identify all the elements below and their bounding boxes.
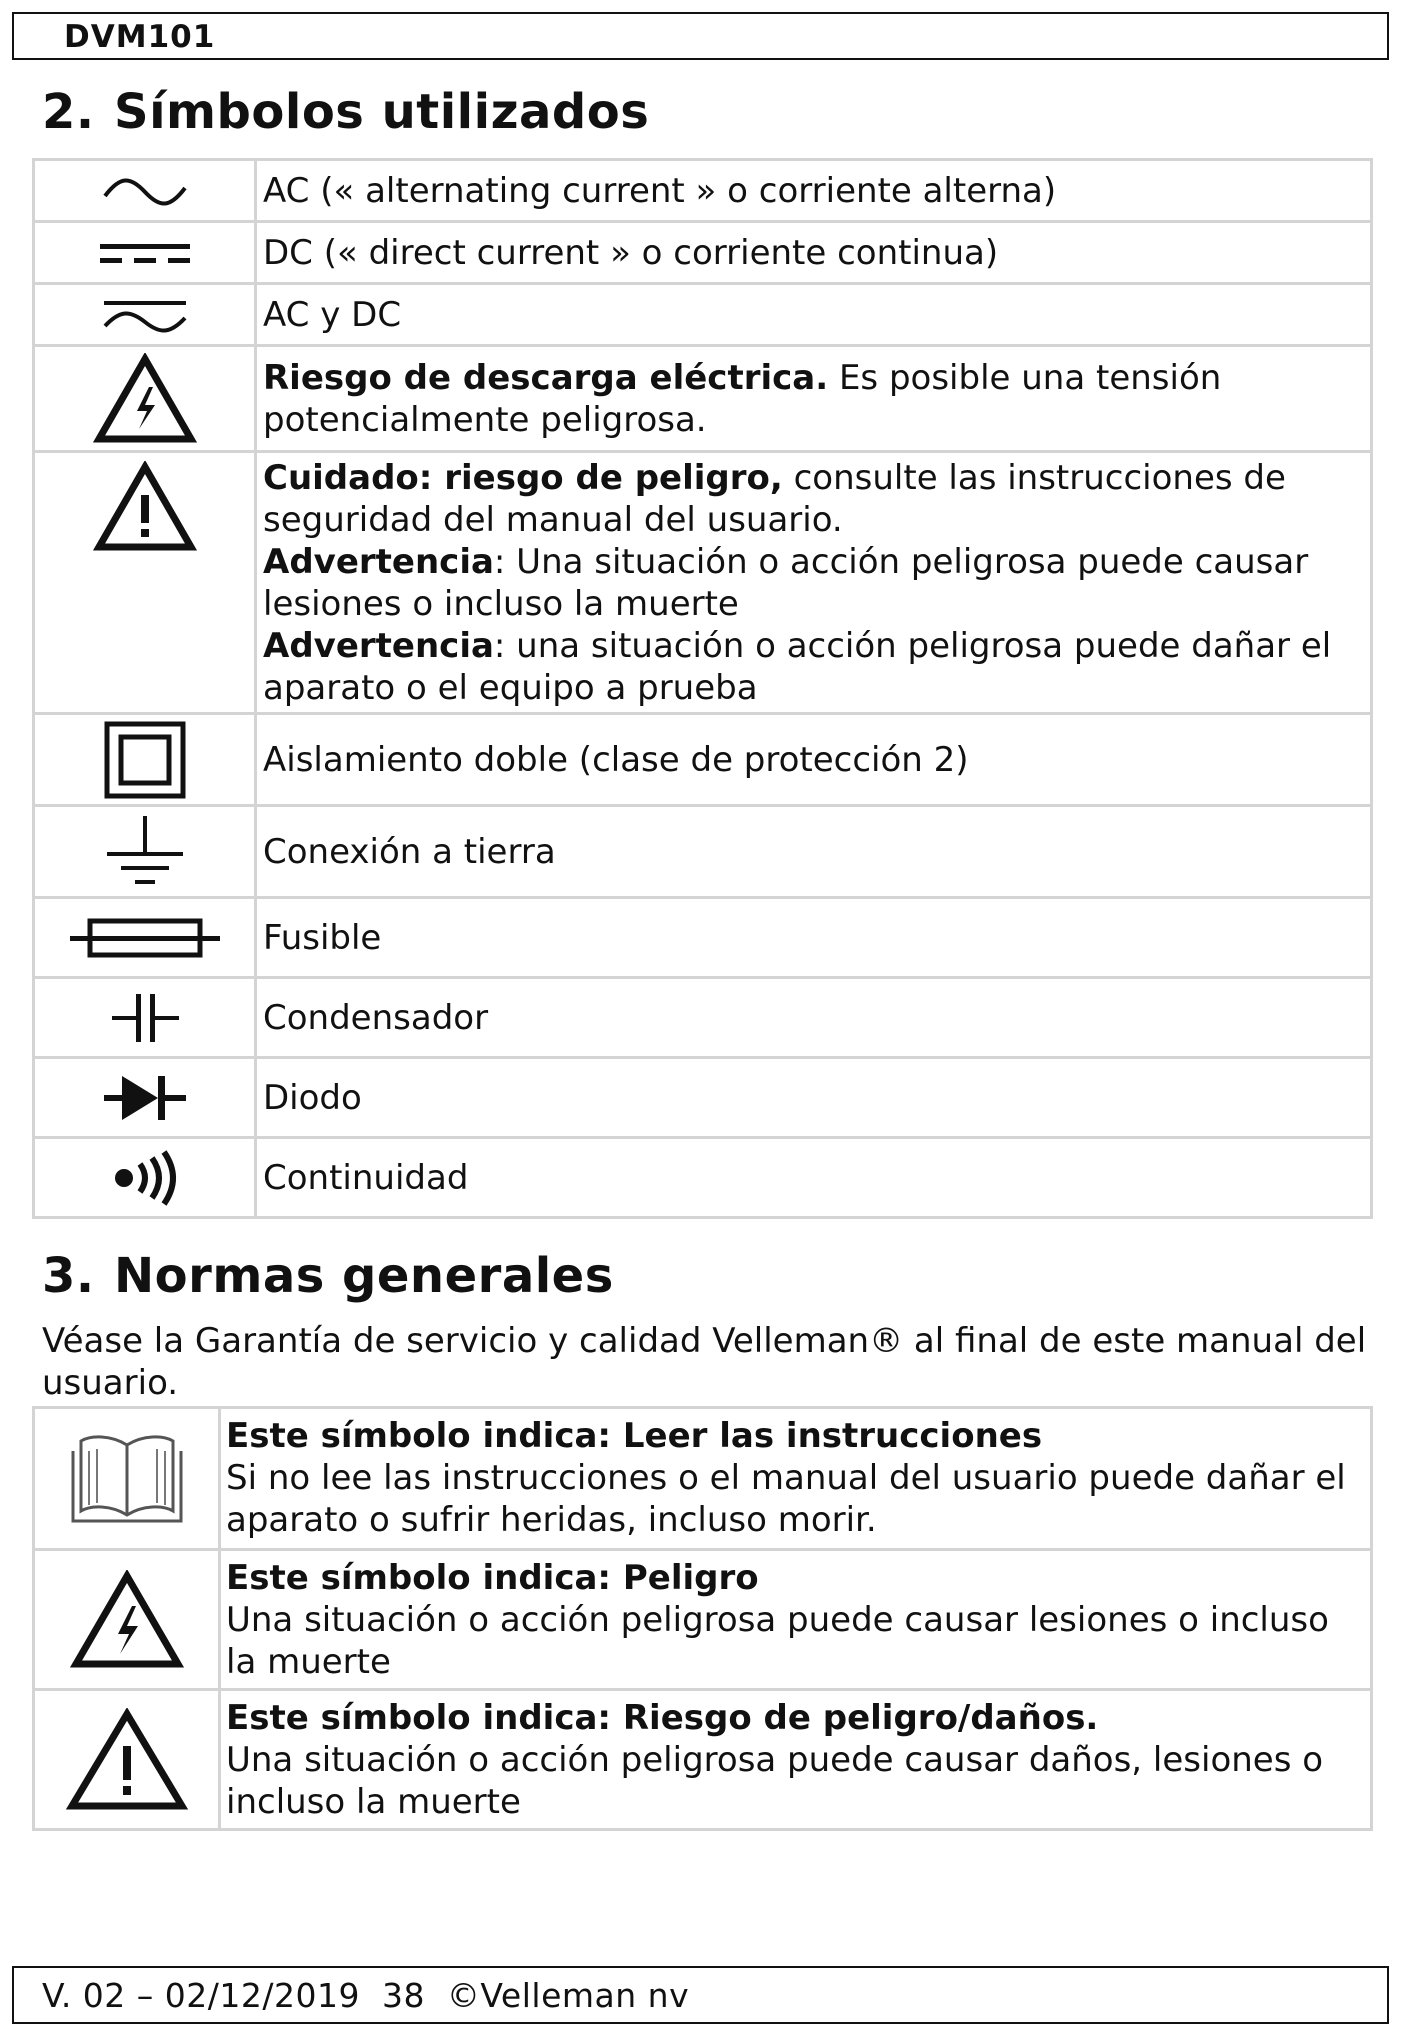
symbol-cell xyxy=(34,1138,256,1218)
capacitor-icon xyxy=(110,990,180,1046)
table-row xyxy=(34,978,1372,1058)
symbol-cell xyxy=(34,714,256,806)
section-3-number: 3. xyxy=(42,1248,95,1304)
ac-sine-icon xyxy=(100,174,190,210)
symbol-description: Fusible xyxy=(256,898,1372,978)
diode-icon xyxy=(102,1070,188,1126)
symbol-description: Cuidado: riesgo de peligro, consulte las instrucciones de seguridad del manual del usuario. Advertencia: Una situación o acción peligrosa puede causar lesiones o incluso la muerte Advertencia: una situación o acción peligrosa puede dañar el aparato o el equipo a prueba xyxy=(256,452,1372,714)
table-row xyxy=(34,222,1372,284)
symbol-cell xyxy=(34,1408,220,1550)
rule-description: Este símbolo indica: Leer las instrucciones Si no lee las instrucciones o el manual del usuario puede dañar el aparato o sufrir heridas, incluso morir. xyxy=(220,1408,1372,1550)
symbol-cell xyxy=(34,1058,256,1138)
table-row xyxy=(34,806,1372,898)
symbol-cell xyxy=(34,452,256,714)
dc-current-icon xyxy=(98,238,192,270)
section-2-title: Símbolos utilizados xyxy=(114,84,650,140)
table-row xyxy=(34,346,1372,452)
model-name: DVM101 xyxy=(64,19,216,55)
table-row xyxy=(34,898,1372,978)
symbol-description: Aislamiento doble (clase de protección 2) xyxy=(256,714,1372,806)
double-insulation-icon xyxy=(103,720,187,800)
page-footer xyxy=(12,1966,1389,2024)
symbol-description: AC y DC xyxy=(256,284,1372,346)
table-row xyxy=(34,160,1372,222)
symbol-description: Diodo xyxy=(256,1058,1372,1138)
section-3-title: Normas generales xyxy=(114,1248,614,1304)
warranty-intro: Véase la Garantía de servicio y calidad Velleman® al final de este manual del usuario. xyxy=(42,1321,1367,1403)
symbol-cell xyxy=(34,284,256,346)
ground-icon xyxy=(103,812,187,892)
section-3-heading xyxy=(42,1248,614,1304)
electric-shock-warning-icon xyxy=(93,353,197,445)
general-rules-table xyxy=(32,1406,1373,1831)
ac-dc-icon xyxy=(100,296,190,336)
rule-description: Este símbolo indica: Riesgo de peligro/daños. Una situación o acción peligrosa puede causar daños, lesiones o incluso la muerte xyxy=(220,1690,1372,1830)
footer-text: V. 02 – 02/12/2019 38 ©Velleman nv xyxy=(42,1976,690,2015)
fuse-icon xyxy=(68,913,222,963)
caution-warning-icon xyxy=(93,461,197,553)
section-2-heading xyxy=(42,84,649,140)
symbol-description: DC (« direct current » o corriente continua) xyxy=(256,222,1372,284)
table-row xyxy=(34,1138,1372,1218)
symbol-cell xyxy=(34,806,256,898)
read-manual-book-icon xyxy=(69,1431,185,1527)
hazard-damage-icon xyxy=(66,1708,188,1812)
page-header xyxy=(12,12,1389,60)
table-row xyxy=(34,714,1372,806)
symbol-cell xyxy=(34,346,256,452)
table-row xyxy=(34,1550,1372,1690)
danger-shock-icon xyxy=(70,1570,184,1670)
continuity-icon xyxy=(110,1150,180,1206)
table-row xyxy=(34,1058,1372,1138)
table-row xyxy=(34,1690,1372,1830)
table-row xyxy=(34,452,1372,714)
section-2-number: 2. xyxy=(42,84,95,140)
symbol-cell xyxy=(34,1550,220,1690)
symbol-description: Conexión a tierra xyxy=(256,806,1372,898)
symbol-cell xyxy=(34,978,256,1058)
table-row xyxy=(34,284,1372,346)
symbol-description: Condensador xyxy=(256,978,1372,1058)
symbol-cell xyxy=(34,1690,220,1830)
symbol-description: AC (« alternating current » o corriente alterna) xyxy=(256,160,1372,222)
symbol-description: Continuidad xyxy=(256,1138,1372,1218)
table-row xyxy=(34,1408,1372,1550)
rule-description: Este símbolo indica: Peligro Una situación o acción peligrosa puede causar lesiones o incluso la muerte xyxy=(220,1550,1372,1690)
symbols-table xyxy=(32,158,1373,1219)
symbol-cell xyxy=(34,898,256,978)
symbol-cell xyxy=(34,160,256,222)
symbol-description: Riesgo de descarga eléctrica. Es posible una tensión potencialmente peligrosa. xyxy=(256,346,1372,452)
symbol-cell xyxy=(34,222,256,284)
